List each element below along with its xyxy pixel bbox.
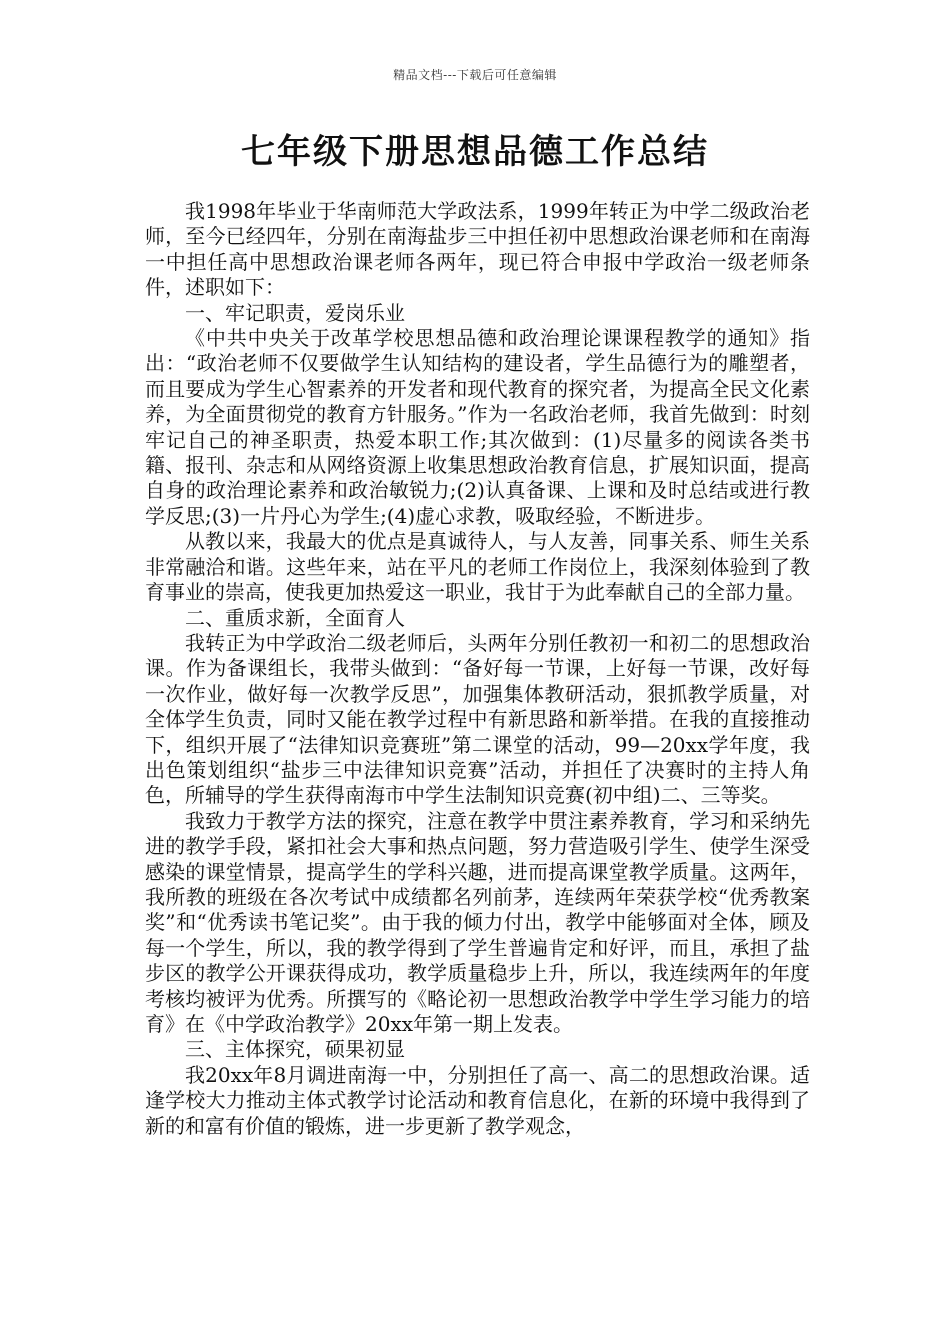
- section-heading-1: 一、牢记职责，爱岗乐业: [185, 300, 405, 325]
- paragraph-intro: 我1998年毕业于华南师范大学政法系，1999年转正为中学二级政治老师，至今已经四年，分别在南海盐步三中担任初中思想政治课老师和在南海一中担任高中思想政治课老师各两年，现已符合申报中学政治一级老师条件，述职如下：: [145, 199, 810, 300]
- paragraph: 我20xx年8月调进南海一中，分别担任了高一、高二的思想政治课。适逢学校大力推动主体式教学讨论活动和教育信息化，在新的环境中我得到了新的和富有价值的锻炼，进一步更新了教学观念，: [145, 1062, 810, 1138]
- paragraph: 《中共中央关于改革学校思想品德和政治理论课课程教学的通知》指出：“政治老师不仅要做学生认知结构的建设者，学生品德行为的雕塑者，而且要成为学生心智素养的开发者和现代教育的探究者，为提高全民文化素养，为全面贯彻党的教育方针服务。”作为一名政治老师，我首先做到：时刻牢记自己的神圣职责，热爱本职工作;其次做到：(1)尽量多的阅读各类书籍、报刊、杂志和从网络资源上收集思想政治教育信息，扩展知识面，提高自身的政治理论素养和政治敏锐力;(2)认真备课、上课和及时总结或进行教学反思;(3)一片丹心为学生;(4)虚心求教，吸取经验，不断进步。: [145, 326, 810, 528]
- header-note: 精品文档---下载后可任意编辑: [393, 68, 557, 82]
- section-heading-2: 二、重质求新，全面育人: [185, 605, 405, 630]
- paragraph: 我致力于教学方法的探究，注意在教学中贯注素养教育，学习和采纳先进的教学手段，紧扣社会大事和热点问题，努力营造吸引学生、使学生深受感染的课堂情景，提高学生的学科兴趣，进而提高课堂教学质量。这两年，我所教的班级在各次考试中成绩都名列前茅，连续两年荣获学校“优秀教案奖”和“优秀读书笔记奖”。由于我的倾力付出，教学中能够面对全体，顾及每一个学生，所以，我的教学得到了学生普遍肯定和好评，而且，承担了盐步区的教学公开课获得成功，教学质量稳步上升，所以，我连续两年的年度考核均被评为优秀。所撰写的《略论初一思想政治教学中学生学习能力的培育》在《中学政治教学》20xx年第一期上发表。: [145, 808, 810, 1036]
- paragraph: 从教以来，我最大的优点是真诚待人，与人友善，同事关系、师生关系非常融洽和谐。这些年来，站在平凡的老师工作岗位上，我深刻体验到了教育事业的崇高，使我更加热爱这一职业，我甘于为此奉献自己的全部力量。: [145, 529, 810, 605]
- paragraph: 我转正为中学政治二级老师后，头两年分别任教初一和初二的思想政治课。作为备课组长，我带头做到：“备好每一节课，上好每一节课，改好每一次作业，做好每一次教学反思”，加强集体教研活动，狠抓教学质量，对全体学生负责，同时又能在教学过程中有新思路和新举措。在我的直接推动下，组织开展了“法律知识竞赛班”第二课堂的活动，99—20xx学年度，我出色策划组织“盐步三中法律知识竞赛”活动，并担任了决赛时的主持人角色，所辅导的学生获得南海市中学生法制知识竞赛(初中组)二、三等奖。: [145, 630, 810, 808]
- document-title: 七年级下册思想品德工作总结: [241, 132, 709, 172]
- document-body: [145, 199, 810, 1139]
- section-heading-3: 三、主体探究，硕果初显: [185, 1037, 405, 1062]
